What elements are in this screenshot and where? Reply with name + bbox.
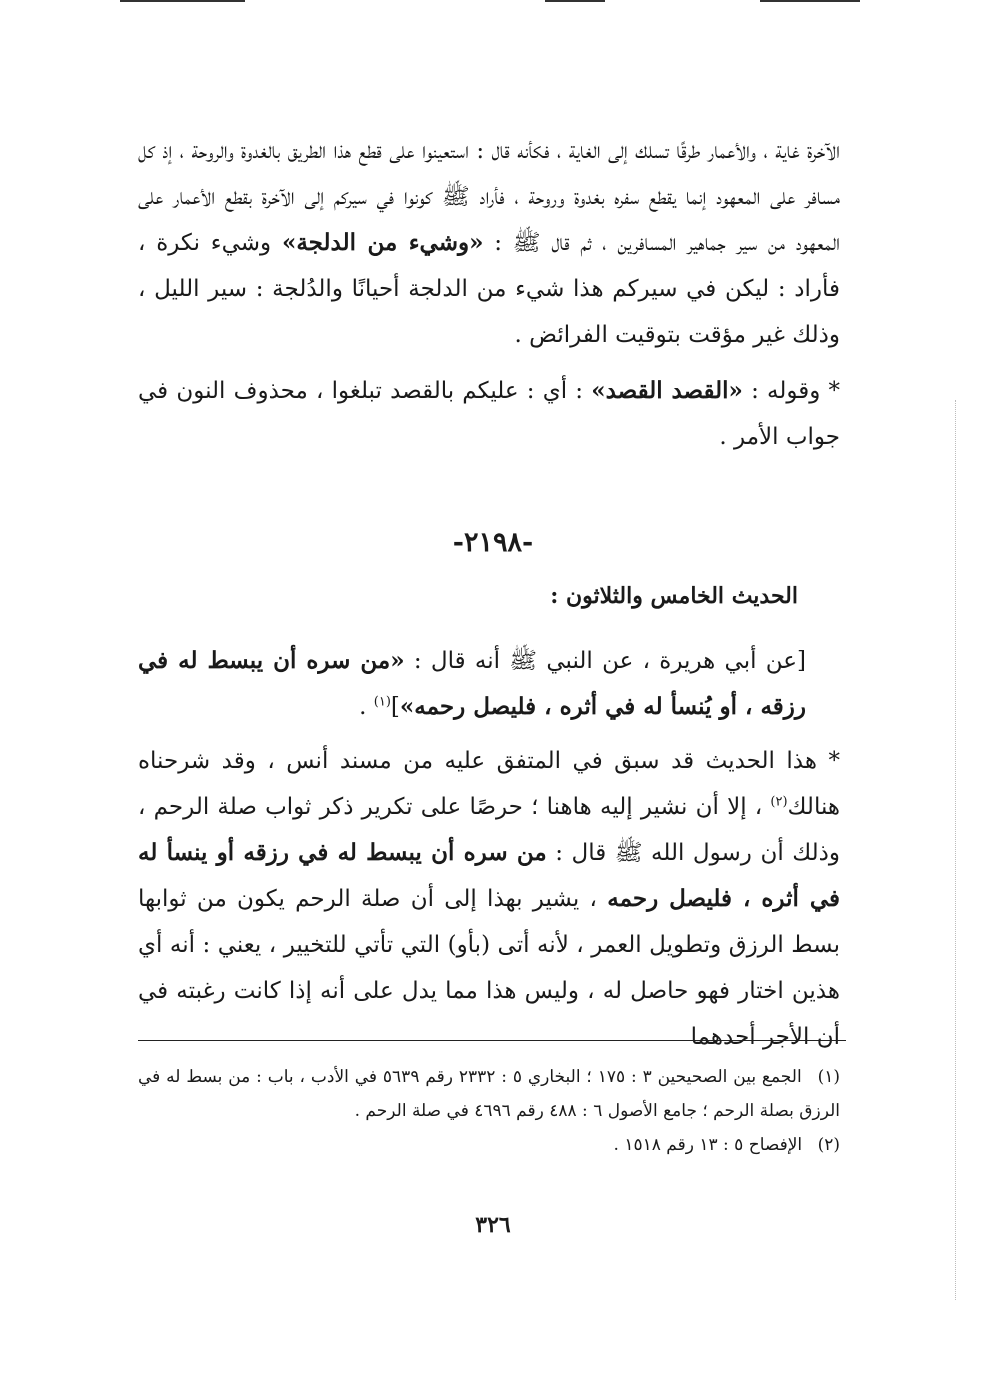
footnote-1-number: (١)	[817, 1067, 840, 1087]
hadith-text	[138, 638, 840, 730]
paragraph-1-text: الآخرة غاية ، والأعمار طرقًا تسلك إلى الغاية ، فكأنه قال : استعينوا على قطع هذا الطريق بالغدوة والروحة ، إذ كل مسافر على المعهود إنما يقطع سفره بغدوة وروحة ، فأراد ﷺ كونوا في سيركم إلى الآخرة بقطع الأعمار على المعهود من سير جماهير المسافرين ، ثم قال ﷺ :	[138, 138, 841, 256]
commentary-paragraph	[138, 738, 840, 1060]
commentary-start: * هذا الحديث قد سبق في المتفق عليه من مسند أنس ، وقد شرحناه هنالك	[138, 748, 841, 820]
hadith-number: -٢١٩٨-	[452, 527, 534, 558]
footnote-1	[138, 1060, 840, 1128]
footnote-2-number: (٢)	[817, 1135, 840, 1155]
quote-qasd: «القصد القصد»	[591, 377, 743, 404]
commentary-end: ، يشير بهذا إلى أن صلة الرحم يكون من ثوابها بسط الرزق وتطويل العمر ، لأنه أتى (بأو) التي تأتي للتخيير ، يعني : أنه أي هذين اختار فهو حاصل له ، وليس هذا مما يدل على أنه إذا كانت رغبته في أن الأجر أحدهما	[138, 886, 840, 1050]
hadith-open: [عن أبي هريرة ، عن النبي ﷺ أنه قال :	[413, 648, 806, 674]
scan-edge-mark	[545, 0, 605, 2]
paragraph-1b-text: وشيء نكرة ، فأراد : ليكن في سيركم هذا شيء من الدلجة أحيانًا والدُلجة : سير الليل ، وذلك غير مؤقت بتوقيت الفرائض .	[138, 230, 840, 348]
footnote-ref-1: (١)	[373, 694, 391, 710]
upper-body-text	[138, 128, 840, 460]
scan-edge-mark	[120, 0, 245, 2]
footnotes	[138, 1060, 840, 1162]
paragraph-2-rest: : أي : عليكم بالقصد تبلغوا ، محذوف النون في جواب الأمر .	[138, 378, 840, 450]
footnote-1-text: الجمع بين الصحيحين ٣ : ١٧٥ ؛ البخاري ٥ : ٢٣٣٢ رقم ٥٦٣٩ في الأدب ، باب : من بسط له في الرزق بصلة الرحم ؛ جامع الأصول ٦ : ٤٨٨ رقم ٤٦٩٦ في صلة الرحم .	[138, 1067, 840, 1121]
hadith-end: .	[359, 694, 374, 720]
scan-edge-mark	[760, 0, 860, 2]
hadith-quote: «من سره أن يبسط له في رزقه ، أو يُنسأ له في أثره ، فليصل رحمه»	[138, 647, 806, 720]
commentary-mid: ، إلا أن نشير إليه هاهنا ؛ حرصًا على تكرير ذكر ثواب صلة الرحم ، وذلك أن رسول الله ﷺ قال :	[138, 794, 840, 866]
lower-body-text	[138, 638, 840, 1060]
paragraph-2	[138, 368, 840, 460]
paragraph-1	[138, 128, 840, 358]
hadith-close: ]	[390, 694, 400, 720]
page-number: ٣٢٦	[475, 1212, 511, 1238]
quote-dulja: «وشيء من الدلجة»	[281, 229, 484, 256]
footnote-2	[138, 1128, 840, 1162]
paragraph-2-lead: * وقوله :	[751, 378, 841, 404]
footnote-divider	[138, 1040, 846, 1041]
commentary-quote: من سره أن يبسط له في رزقه أو ينسأ له في أثره ، فليصل رحمه	[138, 839, 840, 912]
scan-margin-artifact	[954, 400, 956, 1300]
section-title: الحديث الخامس والثلاثون :	[550, 583, 798, 609]
footnote-ref-2: (٢)	[770, 794, 788, 810]
footnote-2-text: الإفصاح ٥ : ١٣ رقم ١٥١٨ .	[613, 1135, 803, 1155]
